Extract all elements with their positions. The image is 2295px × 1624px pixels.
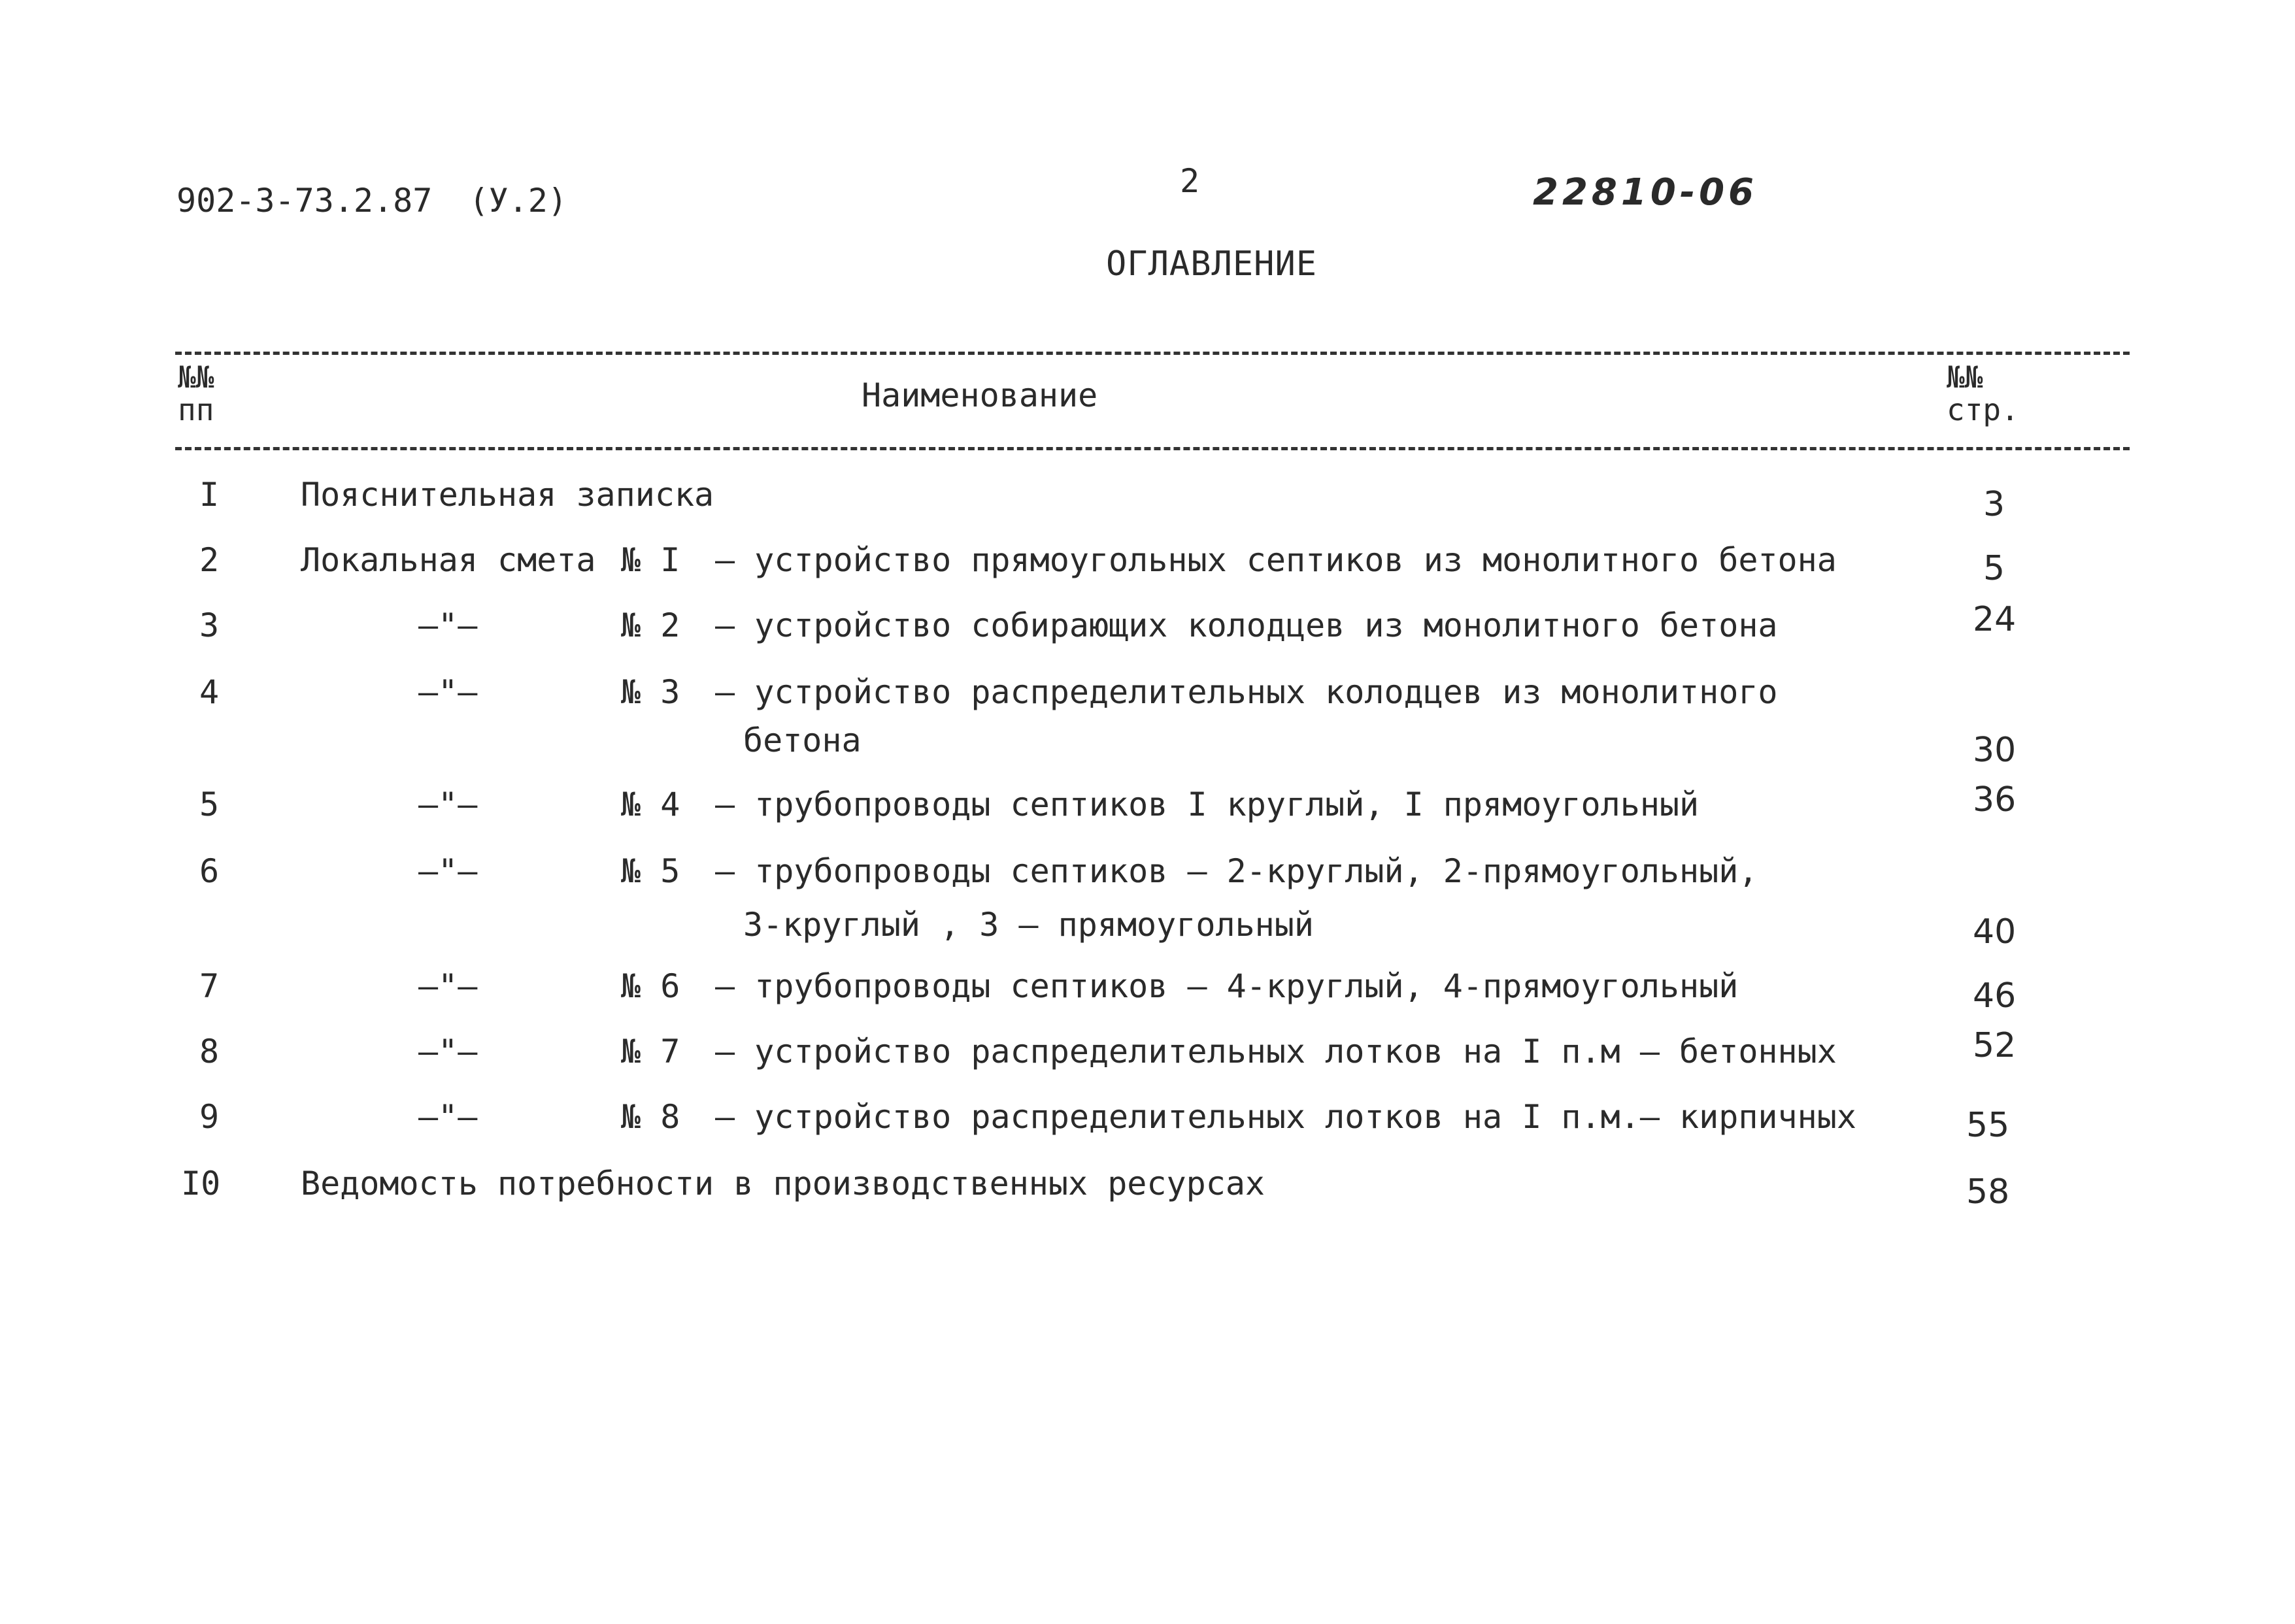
- estimate-number: № 7: [621, 1033, 680, 1070]
- row-number: 5: [199, 786, 220, 823]
- ditto-mark: –"–: [418, 786, 478, 823]
- row-number: 9: [199, 1098, 220, 1136]
- row-page: 36: [1973, 780, 2017, 820]
- row-page: 55: [1966, 1106, 2010, 1145]
- num-header-line2: пп: [178, 392, 214, 427]
- ditto-mark: –"–: [418, 606, 478, 644]
- ditto-mark: –"–: [418, 1033, 478, 1070]
- estimate-number: № 4: [621, 786, 680, 823]
- num-header-line1: №№: [178, 359, 214, 395]
- row-page: 52: [1973, 1026, 2017, 1065]
- row-number: 3: [199, 606, 220, 644]
- row-description: – устройство прямоугольных септиков из монолитного бетона: [715, 541, 1837, 579]
- inventory-stamp: 22810-06: [1533, 171, 1758, 214]
- ditto-mark: –"–: [418, 673, 478, 711]
- table-header-rule: [175, 447, 2130, 450]
- row-description-continued: 3-круглый , 3 – прямоугольный: [743, 906, 1314, 944]
- row-description: – устройство собирающих колодцев из монолитного бетона: [715, 606, 1778, 644]
- row-description: – устройство распределительных лотков на I п.м.– кирпичных: [715, 1098, 1856, 1136]
- row-title: Пояснительная записка: [301, 476, 714, 514]
- ditto-mark: –"–: [418, 967, 478, 1005]
- row-description: – трубопроводы септиков – 4-круглый, 4-прямоугольный: [715, 967, 1739, 1005]
- row-number: 6: [199, 852, 220, 890]
- estimate-number: № 5: [621, 852, 680, 890]
- row-description: – трубопроводы септиков I круглый, I прямоугольный: [715, 786, 1700, 823]
- volume-text: (У.2): [469, 182, 567, 220]
- row-description-continued: бетона: [743, 721, 862, 759]
- row-page: 40: [1973, 912, 2017, 952]
- row-description: – устройство распределительных колодцев из монолитного: [715, 673, 1778, 711]
- row-number: I0: [181, 1165, 221, 1202]
- row-number: I: [199, 476, 220, 514]
- row-title: Ведомость потребности в производственных ресурсах: [301, 1165, 1265, 1202]
- row-number: 8: [199, 1033, 220, 1070]
- document-code: [176, 182, 567, 220]
- row-number: 2: [199, 541, 220, 579]
- estimate-number: № 6: [621, 967, 680, 1005]
- row-page: 3: [1983, 485, 2005, 524]
- row-description: – трубопроводы септиков – 2-круглый, 2-прямоугольный,: [715, 852, 1758, 890]
- ditto-mark: –"–: [418, 852, 478, 890]
- row-page: 58: [1966, 1172, 2010, 1212]
- estimate-number: № 2: [621, 606, 680, 644]
- column-header-page: [1947, 361, 2019, 426]
- row-page: 5: [1983, 549, 2005, 588]
- row-page: 30: [1973, 731, 2017, 770]
- row-number: 4: [199, 673, 220, 711]
- page-title: ОГЛАВЛЕНИЕ: [1106, 244, 1318, 284]
- ditto-mark: –"–: [418, 1098, 478, 1136]
- row-page: 46: [1973, 976, 2017, 1016]
- estimate-number: № I: [621, 541, 680, 579]
- page-header-line2: стр.: [1947, 392, 2019, 427]
- estimate-number: № 8: [621, 1098, 680, 1136]
- row-prefix: Локальная смета: [301, 541, 596, 579]
- row-number: 7: [199, 967, 220, 1005]
- row-description: – устройство распределительных лотков на I п.м – бетонных: [715, 1033, 1837, 1070]
- column-header-number: [178, 361, 214, 426]
- table-top-rule: [175, 352, 2130, 355]
- row-page: 24: [1973, 600, 2017, 639]
- page-number: 2: [1180, 162, 1200, 200]
- doc-code-text: 902-3-73.2.87: [176, 182, 433, 220]
- page-header-line1: №№: [1947, 359, 1983, 395]
- estimate-number: № 3: [621, 673, 680, 711]
- column-header-name: Наименование: [862, 376, 1098, 414]
